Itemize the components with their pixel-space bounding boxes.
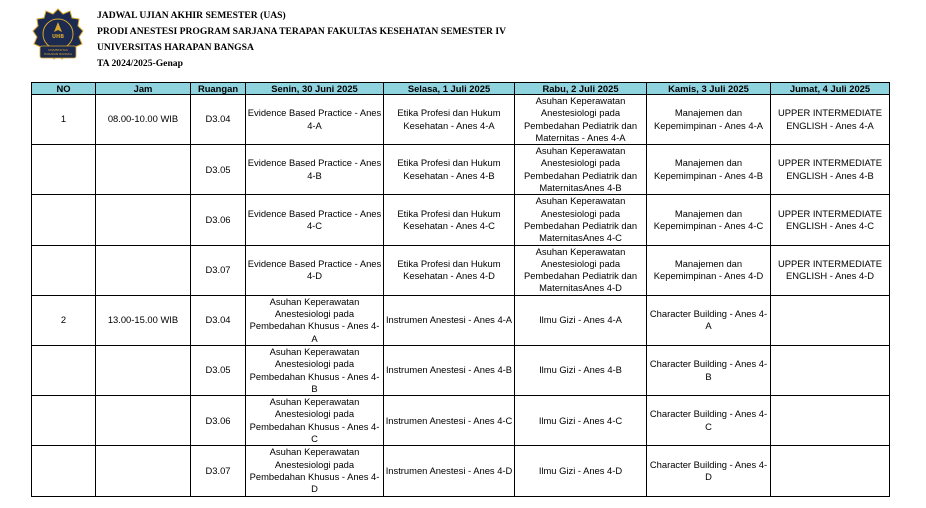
cell-no (32, 345, 96, 395)
cell-senin: Asuhan Keperawatan Anestesiologi pada Pembedahan Khusus - Anes 4-C (246, 396, 384, 446)
column-header-jam: Jam (96, 83, 191, 95)
column-header-senin: Senin, 30 Juni 2025 (246, 83, 384, 95)
table-row (32, 245, 890, 295)
logo-text: UNIVERSITAS HARAPAN BANGSA (44, 48, 72, 56)
cell-senin: Evidence Based Practice - Anes 4-C (246, 195, 384, 245)
cell-jam: 08.00-10.00 WIB (96, 95, 191, 145)
header-university: UNIVERSITAS HARAPAN BANGSA (97, 42, 254, 53)
cell-ruangan: D3.06 (191, 396, 246, 446)
cell-jam (96, 345, 191, 395)
exam-schedule-table (31, 82, 890, 497)
table-row (32, 446, 890, 496)
table-row (32, 145, 890, 195)
header-title: JADWAL UJIAN AKHIR SEMESTER (UAS) (97, 10, 286, 21)
cell-jam (96, 396, 191, 446)
cell-senin: Evidence Based Practice - Anes 4-D (246, 245, 384, 295)
cell-kamis: Character Building - Anes 4-A (647, 295, 771, 345)
cell-kamis: Character Building - Anes 4-D (647, 446, 771, 496)
cell-jumat (771, 295, 890, 345)
cell-kamis: Manajemen dan Kepemimpinan - Anes 4-B (647, 145, 771, 195)
cell-rabu: Ilmu Gizi - Anes 4-A (515, 295, 647, 345)
logo-abbr: UHB (51, 34, 65, 40)
cell-jumat (771, 345, 890, 395)
cell-kamis: Manajemen dan Kepemimpinan - Anes 4-C (647, 195, 771, 245)
cell-selasa: Instrumen Anestesi - Anes 4-B (384, 345, 515, 395)
cell-rabu: Ilmu Gizi - Anes 4-B (515, 345, 647, 395)
cell-ruangan: D3.05 (191, 345, 246, 395)
column-header-jumat: Jumat, 4 Juli 2025 (771, 83, 890, 95)
cell-senin: Asuhan Keperawatan Anestesiologi pada Pembedahan Khusus - Anes 4-A (246, 295, 384, 345)
column-header-no: NO (32, 83, 96, 95)
cell-ruangan: D3.06 (191, 195, 246, 245)
cell-no (32, 396, 96, 446)
table-row (32, 345, 890, 395)
cell-ruangan: D3.04 (191, 95, 246, 145)
cell-kamis: Character Building - Anes 4-C (647, 396, 771, 446)
cell-jumat: UPPER INTERMEDIATE ENGLISH - Anes 4-D (771, 245, 890, 295)
cell-rabu: Ilmu Gizi - Anes 4-D (515, 446, 647, 496)
cell-jam (96, 446, 191, 496)
cell-ruangan: D3.05 (191, 145, 246, 195)
cell-selasa: Etika Profesi dan Hukum Kesehatan - Anes 4-B (384, 145, 515, 195)
cell-selasa: Etika Profesi dan Hukum Kesehatan - Anes 4-C (384, 195, 515, 245)
column-header-kamis: Kamis, 3 Juli 2025 (647, 83, 771, 95)
cell-jumat: UPPER INTERMEDIATE ENGLISH - Anes 4-B (771, 145, 890, 195)
cell-kamis: Character Building - Anes 4-B (647, 345, 771, 395)
cell-rabu: Ilmu Gizi - Anes 4-C (515, 396, 647, 446)
cell-selasa: Instrumen Anestesi - Anes 4-A (384, 295, 515, 345)
cell-kamis: Manajemen dan Kepemimpinan - Anes 4-D (647, 245, 771, 295)
table-row (32, 295, 890, 345)
cell-senin: Evidence Based Practice - Anes 4-A (246, 95, 384, 145)
table-header-row (32, 83, 890, 95)
cell-selasa: Etika Profesi dan Hukum Kesehatan - Anes 4-D (384, 245, 515, 295)
table-row (32, 396, 890, 446)
cell-jumat (771, 396, 890, 446)
cell-senin: Evidence Based Practice - Anes 4-B (246, 145, 384, 195)
cell-ruangan: D3.07 (191, 446, 246, 496)
cell-selasa: Instrumen Anestesi - Anes 4-D (384, 446, 515, 496)
cell-rabu: Asuhan Keperawatan Anestesiologi pada Pembedahan Pediatrik dan MaternitasAnes 4-D (515, 245, 647, 295)
cell-jumat: UPPER INTERMEDIATE ENGLISH - Anes 4-A (771, 95, 890, 145)
header-academic-year: TA 2024/2025-Genap (97, 58, 183, 69)
cell-no (32, 145, 96, 195)
cell-ruangan: D3.07 (191, 245, 246, 295)
cell-senin: Asuhan Keperawatan Anestesiologi pada Pembedahan Khusus - Anes 4-B (246, 345, 384, 395)
cell-selasa: Instrumen Anestesi - Anes 4-C (384, 396, 515, 446)
table-row (32, 95, 890, 145)
column-header-ruangan: Ruangan (191, 83, 246, 95)
table-row (32, 195, 890, 245)
cell-no (32, 446, 96, 496)
header-program: PRODI ANESTESI PROGRAM SARJANA TERAPAN FAKULTAS KESEHATAN SEMESTER IV (97, 26, 507, 37)
cell-kamis: Manajemen dan Kepemimpinan - Anes 4-A (647, 95, 771, 145)
cell-jumat (771, 446, 890, 496)
cell-rabu: Asuhan Keperawatan Anestesiologi pada Pembedahan Pediatrik dan MaternitasAnes 4-B (515, 145, 647, 195)
cell-rabu: Asuhan Keperawatan Anestesiologi pada Pembedahan Pediatrik dan MaternitasAnes 4-C (515, 195, 647, 245)
cell-jam (96, 245, 191, 295)
cell-jam (96, 145, 191, 195)
cell-senin: Asuhan Keperawatan Anestesiologi pada Pembedahan Khusus - Anes 4-D (246, 446, 384, 496)
cell-no: 2 (32, 295, 96, 345)
cell-jumat: UPPER INTERMEDIATE ENGLISH - Anes 4-C (771, 195, 890, 245)
cell-rabu: Asuhan Keperawatan Anestesiologi pada Pembedahan Pediatrik dan Maternitas - Anes 4-A (515, 95, 647, 145)
university-logo (32, 8, 84, 64)
cell-jam (96, 195, 191, 245)
cell-no (32, 245, 96, 295)
cell-selasa: Etika Profesi dan Hukum Kesehatan - Anes 4-A (384, 95, 515, 145)
cell-no: 1 (32, 95, 96, 145)
column-header-selasa: Selasa, 1 Juli 2025 (384, 83, 515, 95)
cell-jam: 13.00-15.00 WIB (96, 295, 191, 345)
column-header-rabu: Rabu, 2 Juli 2025 (515, 83, 647, 95)
cell-no (32, 195, 96, 245)
document-header (97, 8, 506, 72)
cell-ruangan: D3.04 (191, 295, 246, 345)
